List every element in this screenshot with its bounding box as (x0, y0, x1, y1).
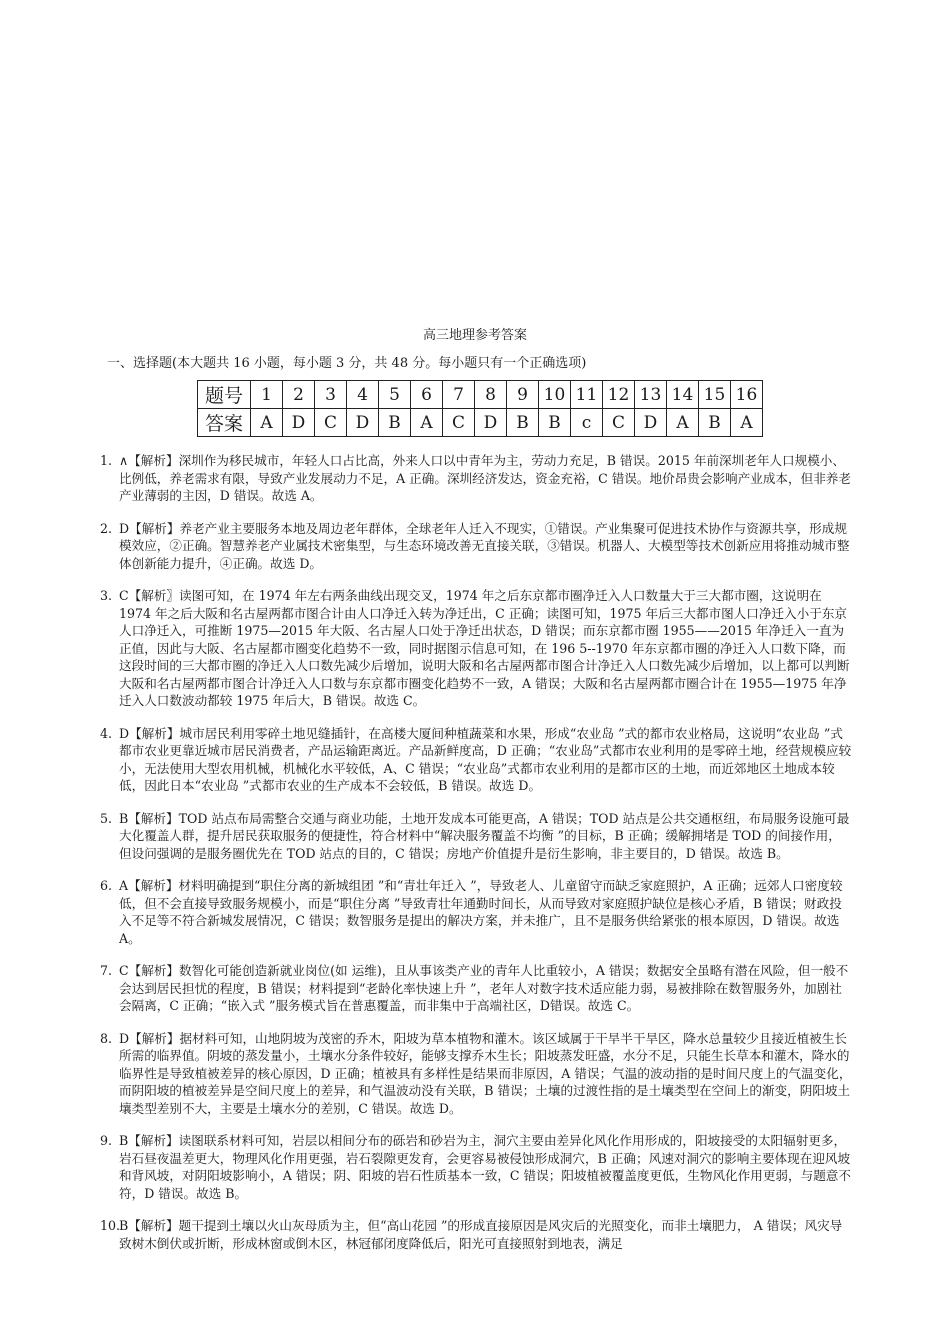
item-number: 2. (100, 520, 113, 536)
answer-cell: D (635, 409, 667, 437)
item-text: ∧【解析】深圳作为移民城市，年轻人口占比高，外来人口以中青年为主，劳动力充足，B 错误。2015 年前深圳老年人口规模小、比例低，养老需求有限，导致产业发展动力不足，A 正确。深圳经济发达，资金充裕，C 错误。地价昂贵会影响产业成本，但非养老产业薄弱的主因，D 错误。故选 A。 (119, 453, 851, 503)
explanation-item (100, 1217, 852, 1252)
explanation-item (100, 1132, 852, 1202)
explanations-list (100, 452, 852, 1267)
section-heading: 一、选择题(本大题共 16 小题，每小题 3 分，共 48 分。每小题只有一个正确选项) (107, 356, 587, 371)
number-cell: 1 (251, 381, 283, 409)
number-cell: 6 (411, 381, 443, 409)
item-text: A【解析】材料明确提到“职住分离的新城组团 ”和“青壮年迁入 ”，导致老人、儿童留守而缺乏家庭照护，A 正确；远郊人口密度较低，但不会直接导致服务规模小，而是“职住分离 ”导致青壮年通勤时间长，从而导致对家庭照护缺位是核心矛盾，B 错误；财政投入不足等不符合新城发展情况，C 错误；数智服务是提出的解决方案，并未推广，且不是服务供给紧张的根本原因，D 错误。故选 A。 (119, 878, 843, 946)
answer-cell: D (347, 409, 379, 437)
explanation-item (100, 725, 852, 795)
answer-cell: A (667, 409, 699, 437)
row-label-answer: 答案 (198, 409, 251, 437)
answer-cell: A (251, 409, 283, 437)
explanation-item (100, 452, 852, 505)
answer-cell: c (571, 409, 603, 437)
answer-table (197, 380, 763, 437)
explanation-item (100, 520, 852, 573)
answer-cell: B (507, 409, 539, 437)
number-cell: 14 (667, 381, 699, 409)
item-text: C【解析】数智化可能创造新就业岗位(如 运维)，且从事该类产业的青年人比重较小，A 错误；数据安全虽略有潜在风险，但一般不会达到居民担忧的程度，B 错误；材料提到“老龄化率快速上升 ”，老年人对数字技术适应能力弱，易被排除在数智服务外，加剧社会隔离，C 正确；“嵌入式 ”服务模式旨在普惠覆盖，而非集中于高端社区，D错误。故选 C。 (119, 963, 849, 1013)
answer-cell: B (699, 409, 731, 437)
answer-cell: B (539, 409, 571, 437)
item-number: 1. (100, 453, 113, 468)
item-text: C【解析〗读图可知，在 1974 年左右两条曲线出现交叉，1974 年之后东京都市圈净迁入人口数量大于三大都市圈，这说明在 1974 年之后大阪和名古屋两都市图合计由人口净迁入转为净迁出，C 正确；读图可知，1975 年后三大都市图人口净迁入小于东京人口净迁入，可推断 1975—2015 年大阪、名古屋人口处于净迁出状态，D 错误；而东京都市圈 1955——2015 年净迁入一直为正值，因此与大阪、名古屋都市圈变化趋势不一致，同时据图示信息可知，在 196 5--1970 年东京都市圈的净迁入人口数下降，而这段时间的三大都市圈的净迁入人口数先减少后增加，说明大阪和名古屋两都市图合计净迁入人口数先减少后增加，以上都可以判断大阪和名古屋两都市图合计净迁入人口数与东京都市圈变化趋势不一致，A 错误；大阪和名古屋两都市圈合计在 1955—1975 年净迁入人口数波动都较 1975 年后大，B 错误。故选 C。 (119, 588, 850, 708)
item-number: 6. (100, 878, 113, 893)
answer-cell: A (411, 409, 443, 437)
table-row-numbers (198, 381, 763, 409)
item-number: 4. (100, 725, 113, 741)
number-cell: 4 (347, 381, 379, 409)
item-text: D【解析】城市居民利用零碎土地见缝插针，在高楼大厦间种植蔬菜和水果，形成“农业岛 ”式的都市农业格局，这说明“农业岛 ”式都市农业更靠近城市居民消费者，产品运输距离近。产品新鲜度高，D 正确；“农业岛”式都市农业利用的是零碎土地，经营规模应较小，无法使用大型农用机械，机械化水平较低，A、C 错误；“农业岛”式都市农业利用的是都市区的土地，而近郊地区土地成本较低，因此日本“农业岛 ”式都市农业的生产成本不会较低，B 错误。故选 D。 (119, 725, 852, 793)
number-cell: 2 (283, 381, 315, 409)
answer-cell: C (315, 409, 347, 437)
number-cell: 12 (603, 381, 635, 409)
answer-cell: D (475, 409, 507, 437)
number-cell: 8 (475, 381, 507, 409)
item-text: D【解析】养老产业主要服务本地及周边老年群体，全球老年人迁入不现实，①错误。产业集聚可促进技术协作与资源共享，形成规模效应，②正确。智慧养老产业属技术密集型，与生态环境改善无直接关联，③错误。机器人、大模型等技术创新应用将推动城市整体创新能力提升，④正确。故选 D。 (119, 520, 850, 571)
number-cell: 3 (315, 381, 347, 409)
item-text: B【解析】题干提到土壤以火山灰母质为主，但“高山花园 ”的形成直接原因是风灾后的光照变化，而非土壤肥力， A 错误；风灾导致树木倒伏或折断，形成林窗或倒木区，林冠郁闭度降低后，阳光可直接照射到地表，满足 (119, 1218, 843, 1251)
answer-cell: C (443, 409, 475, 437)
explanation-item (100, 810, 852, 863)
answer-cell: A (731, 409, 763, 437)
number-cell: 13 (635, 381, 667, 409)
item-text: B【解析】TOD 站点布局需整合交通与商业功能，土地开发成本可能更高，A 错误；TOD 站点是公共交通枢纽，布局服务设施可最大化覆盖人群，提升居民获取服务的便捷性，符合材料中“解决服务覆盖不均衡 ”的目标，B 正确；缓解拥堵是 TOD 的间接作用，但设问强调的是服务圈优先在 TOD 站点的目的，C 错误；房地产价值提升是衍生影响，非主要目的，D 错误。故选 B。 (119, 810, 850, 861)
page-title: 高三地理参考答案 (422, 328, 527, 343)
answer-cell: C (603, 409, 635, 437)
explanation-item (100, 962, 852, 1015)
item-text: D【解析】据材料可知，山地阴坡为茂密的乔木，阳坡为草本植物和灌木。该区域属于干旱半干旱区，降水总量较少且接近植被生长所需的临界值。阴坡的蒸发量小，土壤水分条件较好，能够支撑乔木生长；阳坡蒸发旺盛，水分不足，只能生长草本和灌木，降水的临界性是导致植被差异的核心原因，D 正确；植被具有多样性是结果而非原因，A 错误；气温的波动指的是时间尺度上的气温变化，而阴阳坡的植被差异是空间尺度上的差异，和气温波动没有关联，B 错误；土壤的过渡性指的是土壤类型在空间上的渐变，阴阳坡土壤类型差别不大，主要是土壤水分的差别，C 错误。故选 D。 (119, 1030, 852, 1116)
row-label-number: 题号 (198, 381, 251, 409)
item-number: 7. (100, 963, 113, 978)
number-cell: 15 (699, 381, 731, 409)
table-row-answers (198, 409, 763, 437)
number-cell: 16 (731, 381, 763, 409)
item-number: 3. (100, 588, 113, 603)
item-text: B【解析】读图联系材料可知，岩层以相间分布的砾岩和砂岩为主，洞穴主要由差异化风化作用形成的，阳坡接受的太阳辐射更多，岩石昼夜温差更大，物理风化作用更强，岩石裂隙更发育，会更容易被侵蚀形成洞穴，B 正确；风速对洞穴的影响主要体现在迎风坡和背风坡，对阴阳坡影响小，A 错误；阴、阳坡的岩石性质基本一致，C 错误；阳坡植被覆盖度更低，生物风化作用更弱，与题意不符，D 错误。故选 B。 (119, 1133, 851, 1201)
number-cell: 7 (443, 381, 475, 409)
explanation-item (100, 1030, 852, 1118)
number-cell: 11 (571, 381, 603, 409)
item-number: 10. (100, 1218, 121, 1233)
answer-cell: B (379, 409, 411, 437)
answer-cell: D (283, 409, 315, 437)
item-number: 8. (100, 1030, 113, 1046)
explanation-item (100, 587, 852, 710)
number-cell: 9 (507, 381, 539, 409)
item-number: 5. (100, 810, 113, 826)
number-cell: 10 (539, 381, 571, 409)
explanation-item (100, 877, 852, 947)
item-number: 9. (100, 1133, 113, 1148)
number-cell: 5 (379, 381, 411, 409)
